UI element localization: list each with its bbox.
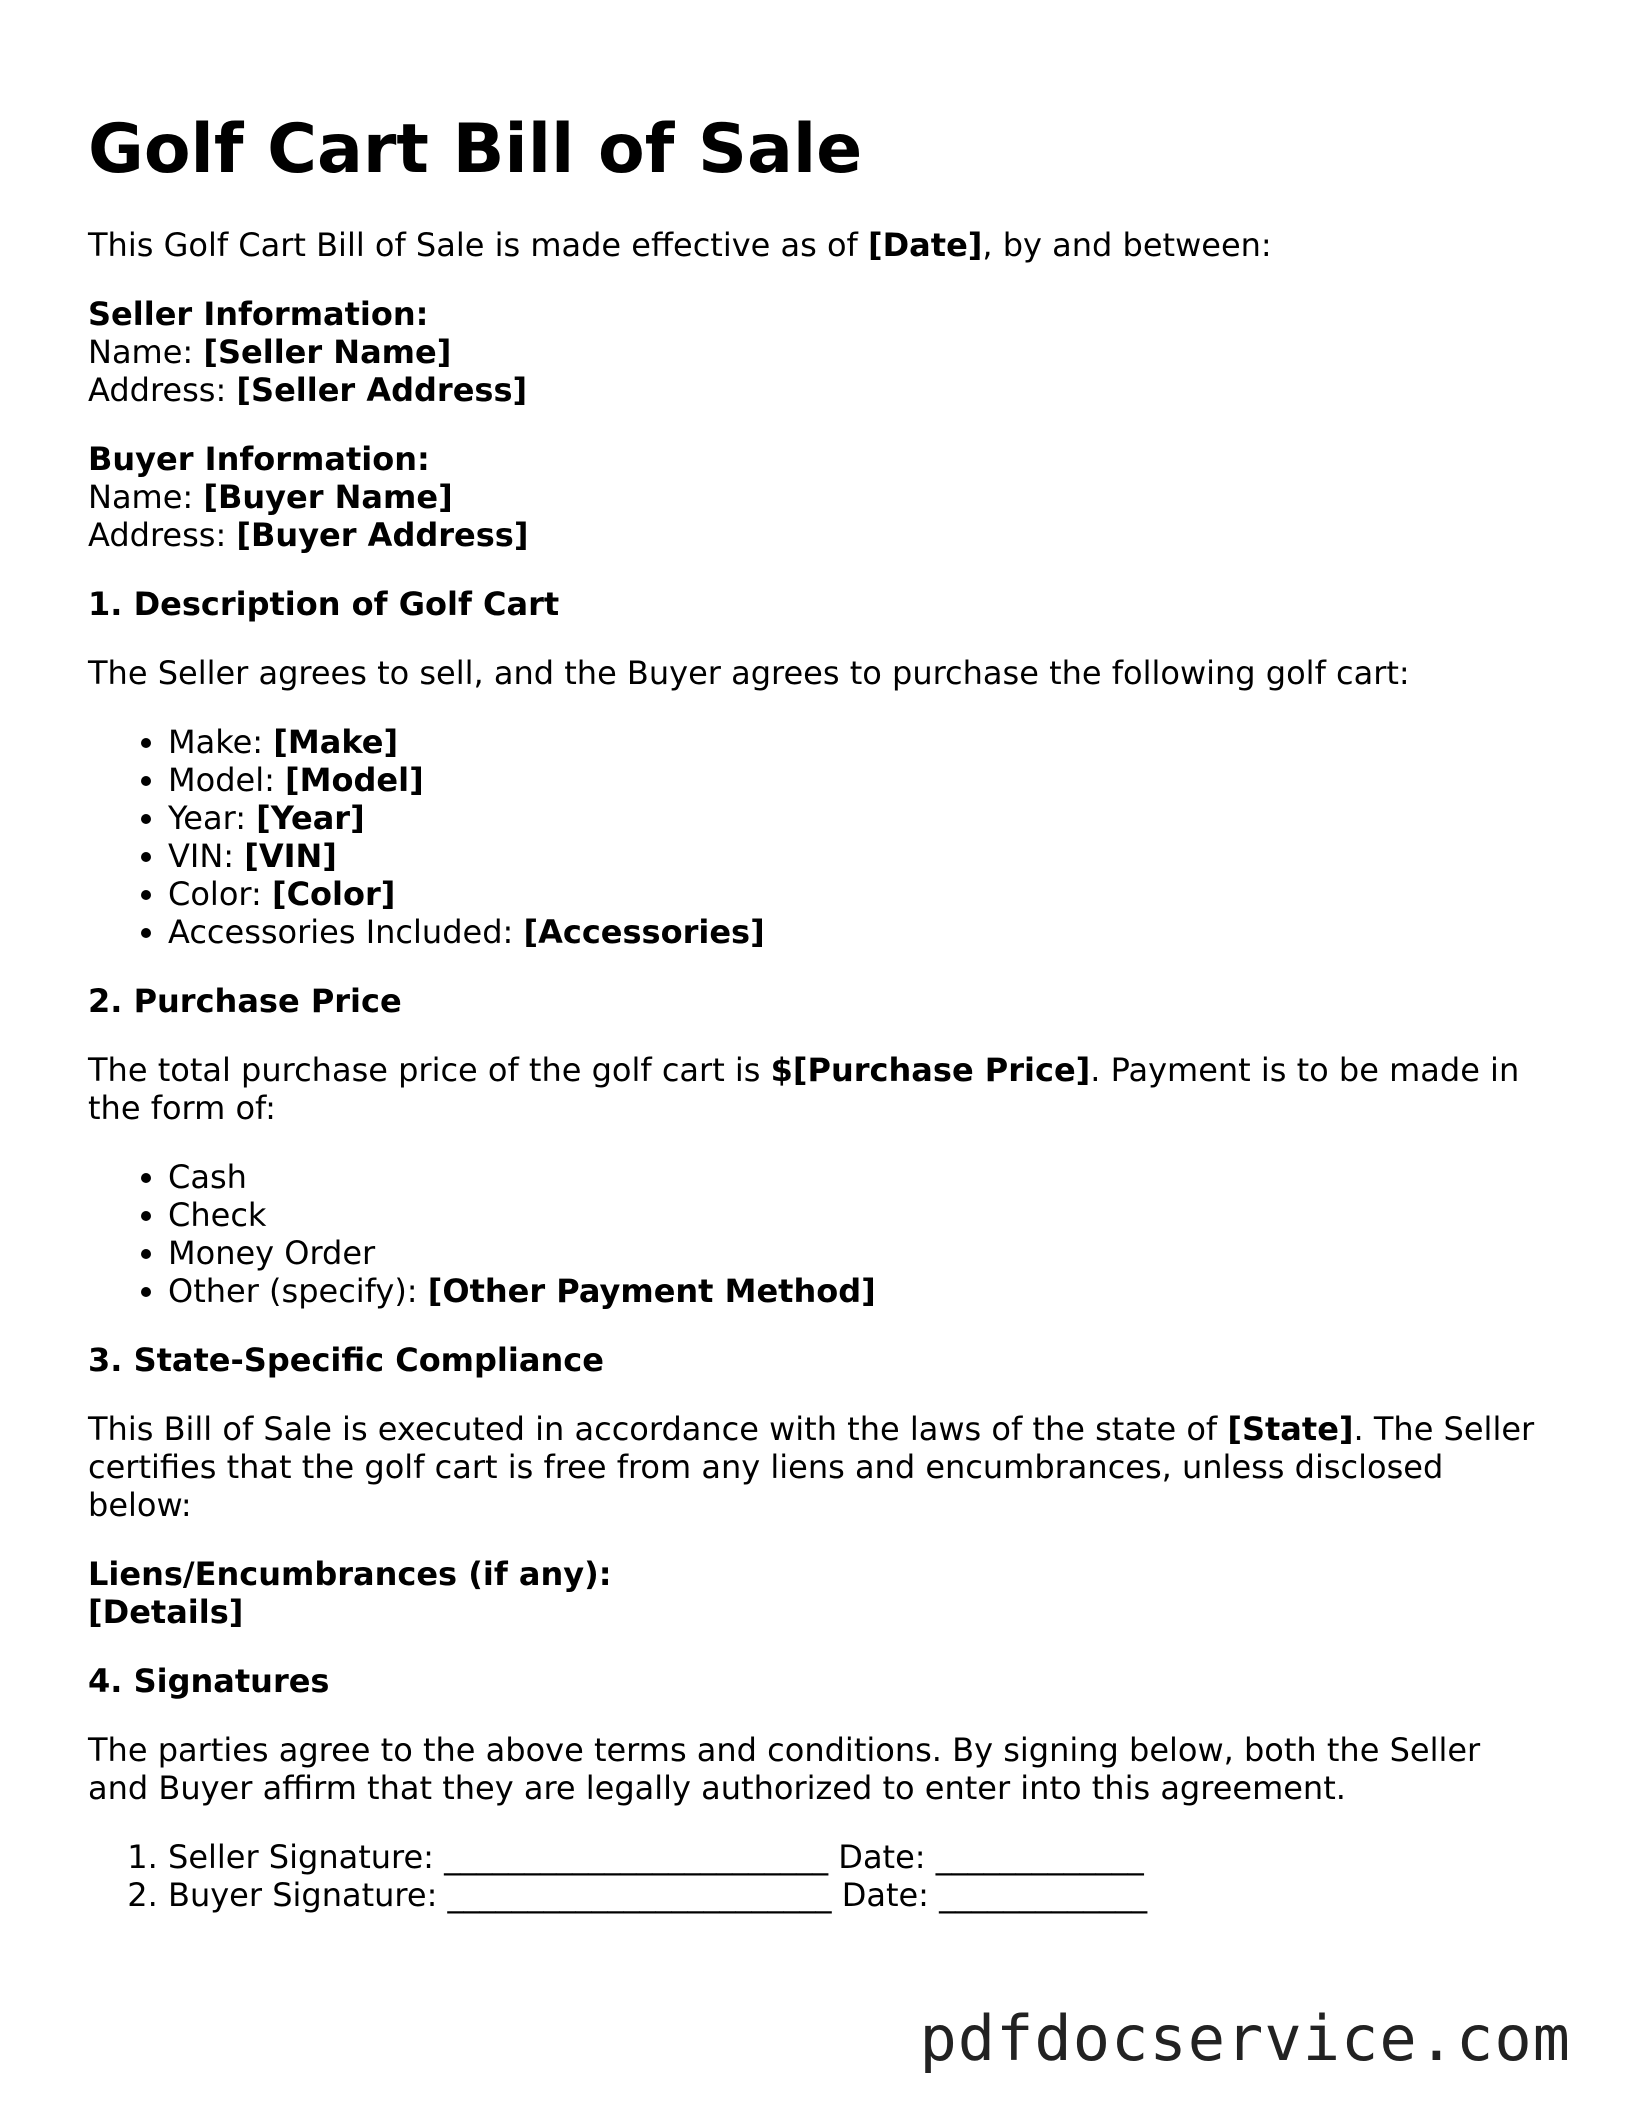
section-1-text: The Seller agrees to sell, and the Buyer agrees to purchase the following golf cart: bbox=[88, 654, 1410, 692]
seller-information bbox=[88, 295, 1548, 409]
intro-paragraph: This Golf Cart Bill of Sale is made effective as of [Date], by and between: bbox=[88, 226, 1272, 264]
section-1-heading: 1. Description of Golf Cart bbox=[88, 585, 560, 623]
liens-block bbox=[88, 1555, 1548, 1631]
seller-heading: Seller Information: bbox=[88, 295, 429, 333]
buyer-signature-field: ________________________ bbox=[447, 1876, 832, 1914]
buyer-address-placeholder: [Buyer Address] bbox=[236, 516, 529, 554]
document-page bbox=[88, 110, 1548, 1945]
watermark: pdfdocservice.com bbox=[919, 2002, 1571, 2075]
seller-name-placeholder: [Seller Name] bbox=[203, 333, 452, 371]
list-item: • Year: [Year] bbox=[168, 799, 1548, 837]
list-item: • VIN: [VIN] bbox=[168, 837, 1548, 875]
buyer-date-field: _____________ bbox=[939, 1876, 1148, 1914]
seller-signature-line: 1. Seller Signature: ________________________ Date: _____________ bbox=[168, 1838, 1548, 1876]
golf-cart-details-list bbox=[88, 723, 1548, 951]
buyer-heading: Buyer Information: bbox=[88, 440, 430, 478]
buyer-name-placeholder: [Buyer Name] bbox=[203, 478, 453, 516]
buyer-name-line: Name: [Buyer Name] bbox=[88, 478, 453, 516]
liens-details-placeholder: [Details] bbox=[88, 1593, 244, 1631]
date-placeholder: [Date] bbox=[867, 226, 983, 264]
seller-date-field: _____________ bbox=[935, 1838, 1144, 1876]
seller-name-line: Name: [Seller Name] bbox=[88, 333, 452, 371]
section-3-text: This Bill of Sale is executed in accordance with the laws of the state of [State]. The Seller certifies that the golf cart is free from any liens and encumbrances, unless disclosed below: bbox=[88, 1410, 1535, 1524]
section-4-heading: 4. Signatures bbox=[88, 1662, 330, 1700]
seller-signature-field: ________________________ bbox=[444, 1838, 829, 1876]
list-item: • Color: [Color] bbox=[168, 875, 1548, 913]
purchase-price-placeholder: $[Purchase Price] bbox=[770, 1051, 1091, 1089]
list-item: • Cash bbox=[168, 1158, 1548, 1196]
list-item: • Other (specify): [Other Payment Method] bbox=[168, 1272, 1548, 1310]
buyer-address-line: Address: [Buyer Address] bbox=[88, 516, 529, 554]
section-2-text: The total purchase price of the golf cart is $[Purchase Price]. Payment is to be made in the form of: bbox=[88, 1051, 1520, 1127]
list-item: • Model: [Model] bbox=[168, 761, 1548, 799]
buyer-information bbox=[88, 440, 1548, 554]
payment-method-list bbox=[88, 1158, 1548, 1310]
signature-list bbox=[88, 1838, 1548, 1914]
section-3-heading: 3. State-Specific Compliance bbox=[88, 1341, 604, 1379]
document-title: Golf Cart Bill of Sale bbox=[88, 110, 863, 189]
buyer-signature-line: 2. Buyer Signature: ________________________ Date: _____________ bbox=[168, 1876, 1548, 1914]
section-4-text: The parties agree to the above terms and conditions. By signing below, both the Seller and Buyer affirm that they are legally authorized to enter into this agreement. bbox=[88, 1731, 1481, 1807]
list-item: • Make: [Make] bbox=[168, 723, 1548, 761]
state-placeholder: [State] bbox=[1227, 1410, 1354, 1448]
section-2-heading: 2. Purchase Price bbox=[88, 982, 402, 1020]
list-item: • Accessories Included: [Accessories] bbox=[168, 913, 1548, 951]
list-item: • Check bbox=[168, 1196, 1548, 1234]
seller-address-line: Address: [Seller Address] bbox=[88, 371, 528, 409]
liens-heading: Liens/Encumbrances (if any): bbox=[88, 1555, 612, 1593]
list-item: • Money Order bbox=[168, 1234, 1548, 1272]
seller-address-placeholder: [Seller Address] bbox=[236, 371, 528, 409]
